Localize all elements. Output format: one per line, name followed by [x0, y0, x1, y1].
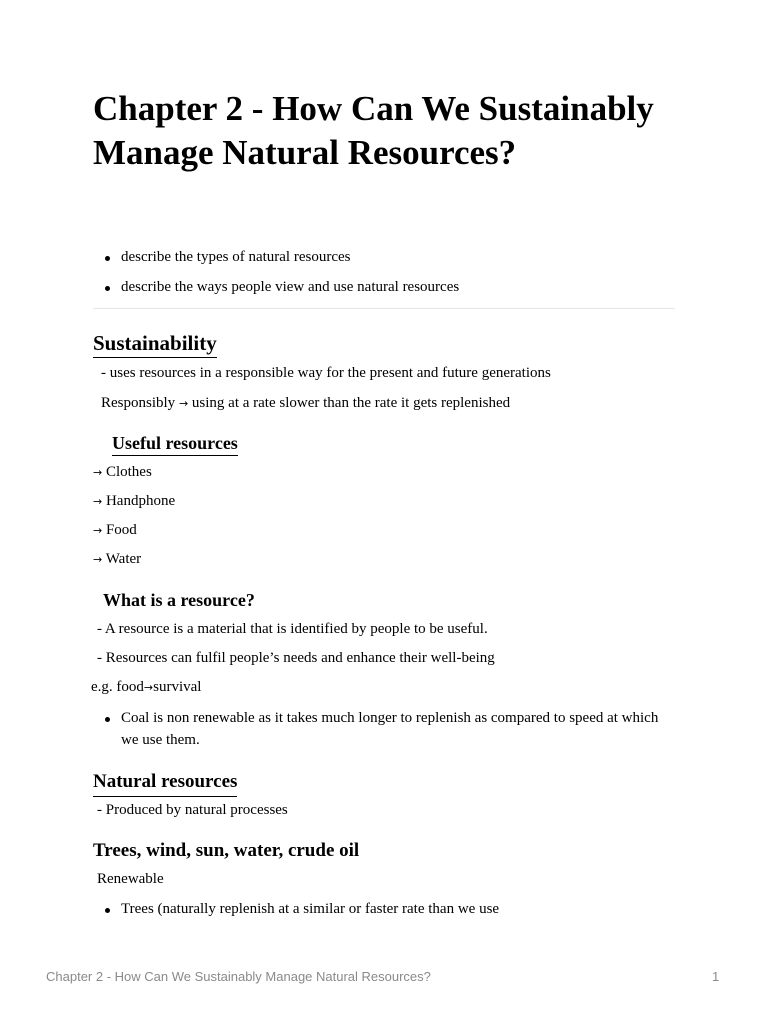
list-item: → Clothes [93, 464, 152, 480]
divider [93, 308, 675, 309]
list-item: describe the types of natural resources [93, 246, 675, 268]
responsibly-line [101, 393, 510, 414]
list-item: → Food [93, 522, 137, 538]
responsibly-label: Responsibly [101, 395, 176, 411]
renewable-list [93, 898, 675, 920]
list-item: Trees (naturally replenish at a similar or faster rate than we use [93, 898, 675, 920]
arrow-icon: → [93, 495, 103, 508]
list-item: Coal is non renewable as it takes much longer to replenish as compared to speed at which we use them. [93, 707, 675, 751]
section-heading-useful-resources: Useful resources [112, 432, 238, 456]
example-line: e.g. food→survival [91, 679, 202, 695]
list-item: describe the ways people view and use natural resources [93, 276, 675, 298]
section-heading-what-is-resource: What is a resource? [103, 590, 255, 610]
coal-list [93, 707, 675, 751]
objectives-list [93, 246, 675, 298]
page-number: 1 [712, 969, 720, 984]
page-title: Chapter 2 - How Can We Sustainably Manage Natural Resources? [93, 89, 654, 172]
renewable-label: Renewable [97, 871, 164, 887]
sustainability-definition: - uses resources in a responsible way for the present and future generations [101, 365, 551, 381]
section-heading-sustainability: Sustainability [93, 330, 217, 358]
arrow-icon: → [93, 524, 103, 537]
section-heading-natural-resources: Natural resources [93, 769, 237, 797]
resource-definition-2: - Resources can fulfil people’s needs and enhance their well-being [97, 650, 495, 666]
arrow-icon: → [93, 553, 103, 566]
footer-title: Chapter 2 - How Can We Sustainably Manage Natural Resources? [46, 969, 431, 984]
arrow-icon: → [143, 681, 154, 694]
responsibly-text: using at a rate slower than the rate it gets replenished [191, 395, 511, 411]
section-heading-examples: Trees, wind, sun, water, crude oil [93, 840, 360, 861]
list-item: → Water [93, 551, 142, 567]
arrow-icon: → [178, 397, 189, 410]
resource-definition-1: - A resource is a material that is identified by people to be useful. [97, 621, 488, 637]
list-item: → Handphone [93, 493, 176, 509]
arrow-icon: → [93, 466, 103, 479]
natural-resources-line: - Produced by natural processes [97, 802, 288, 818]
